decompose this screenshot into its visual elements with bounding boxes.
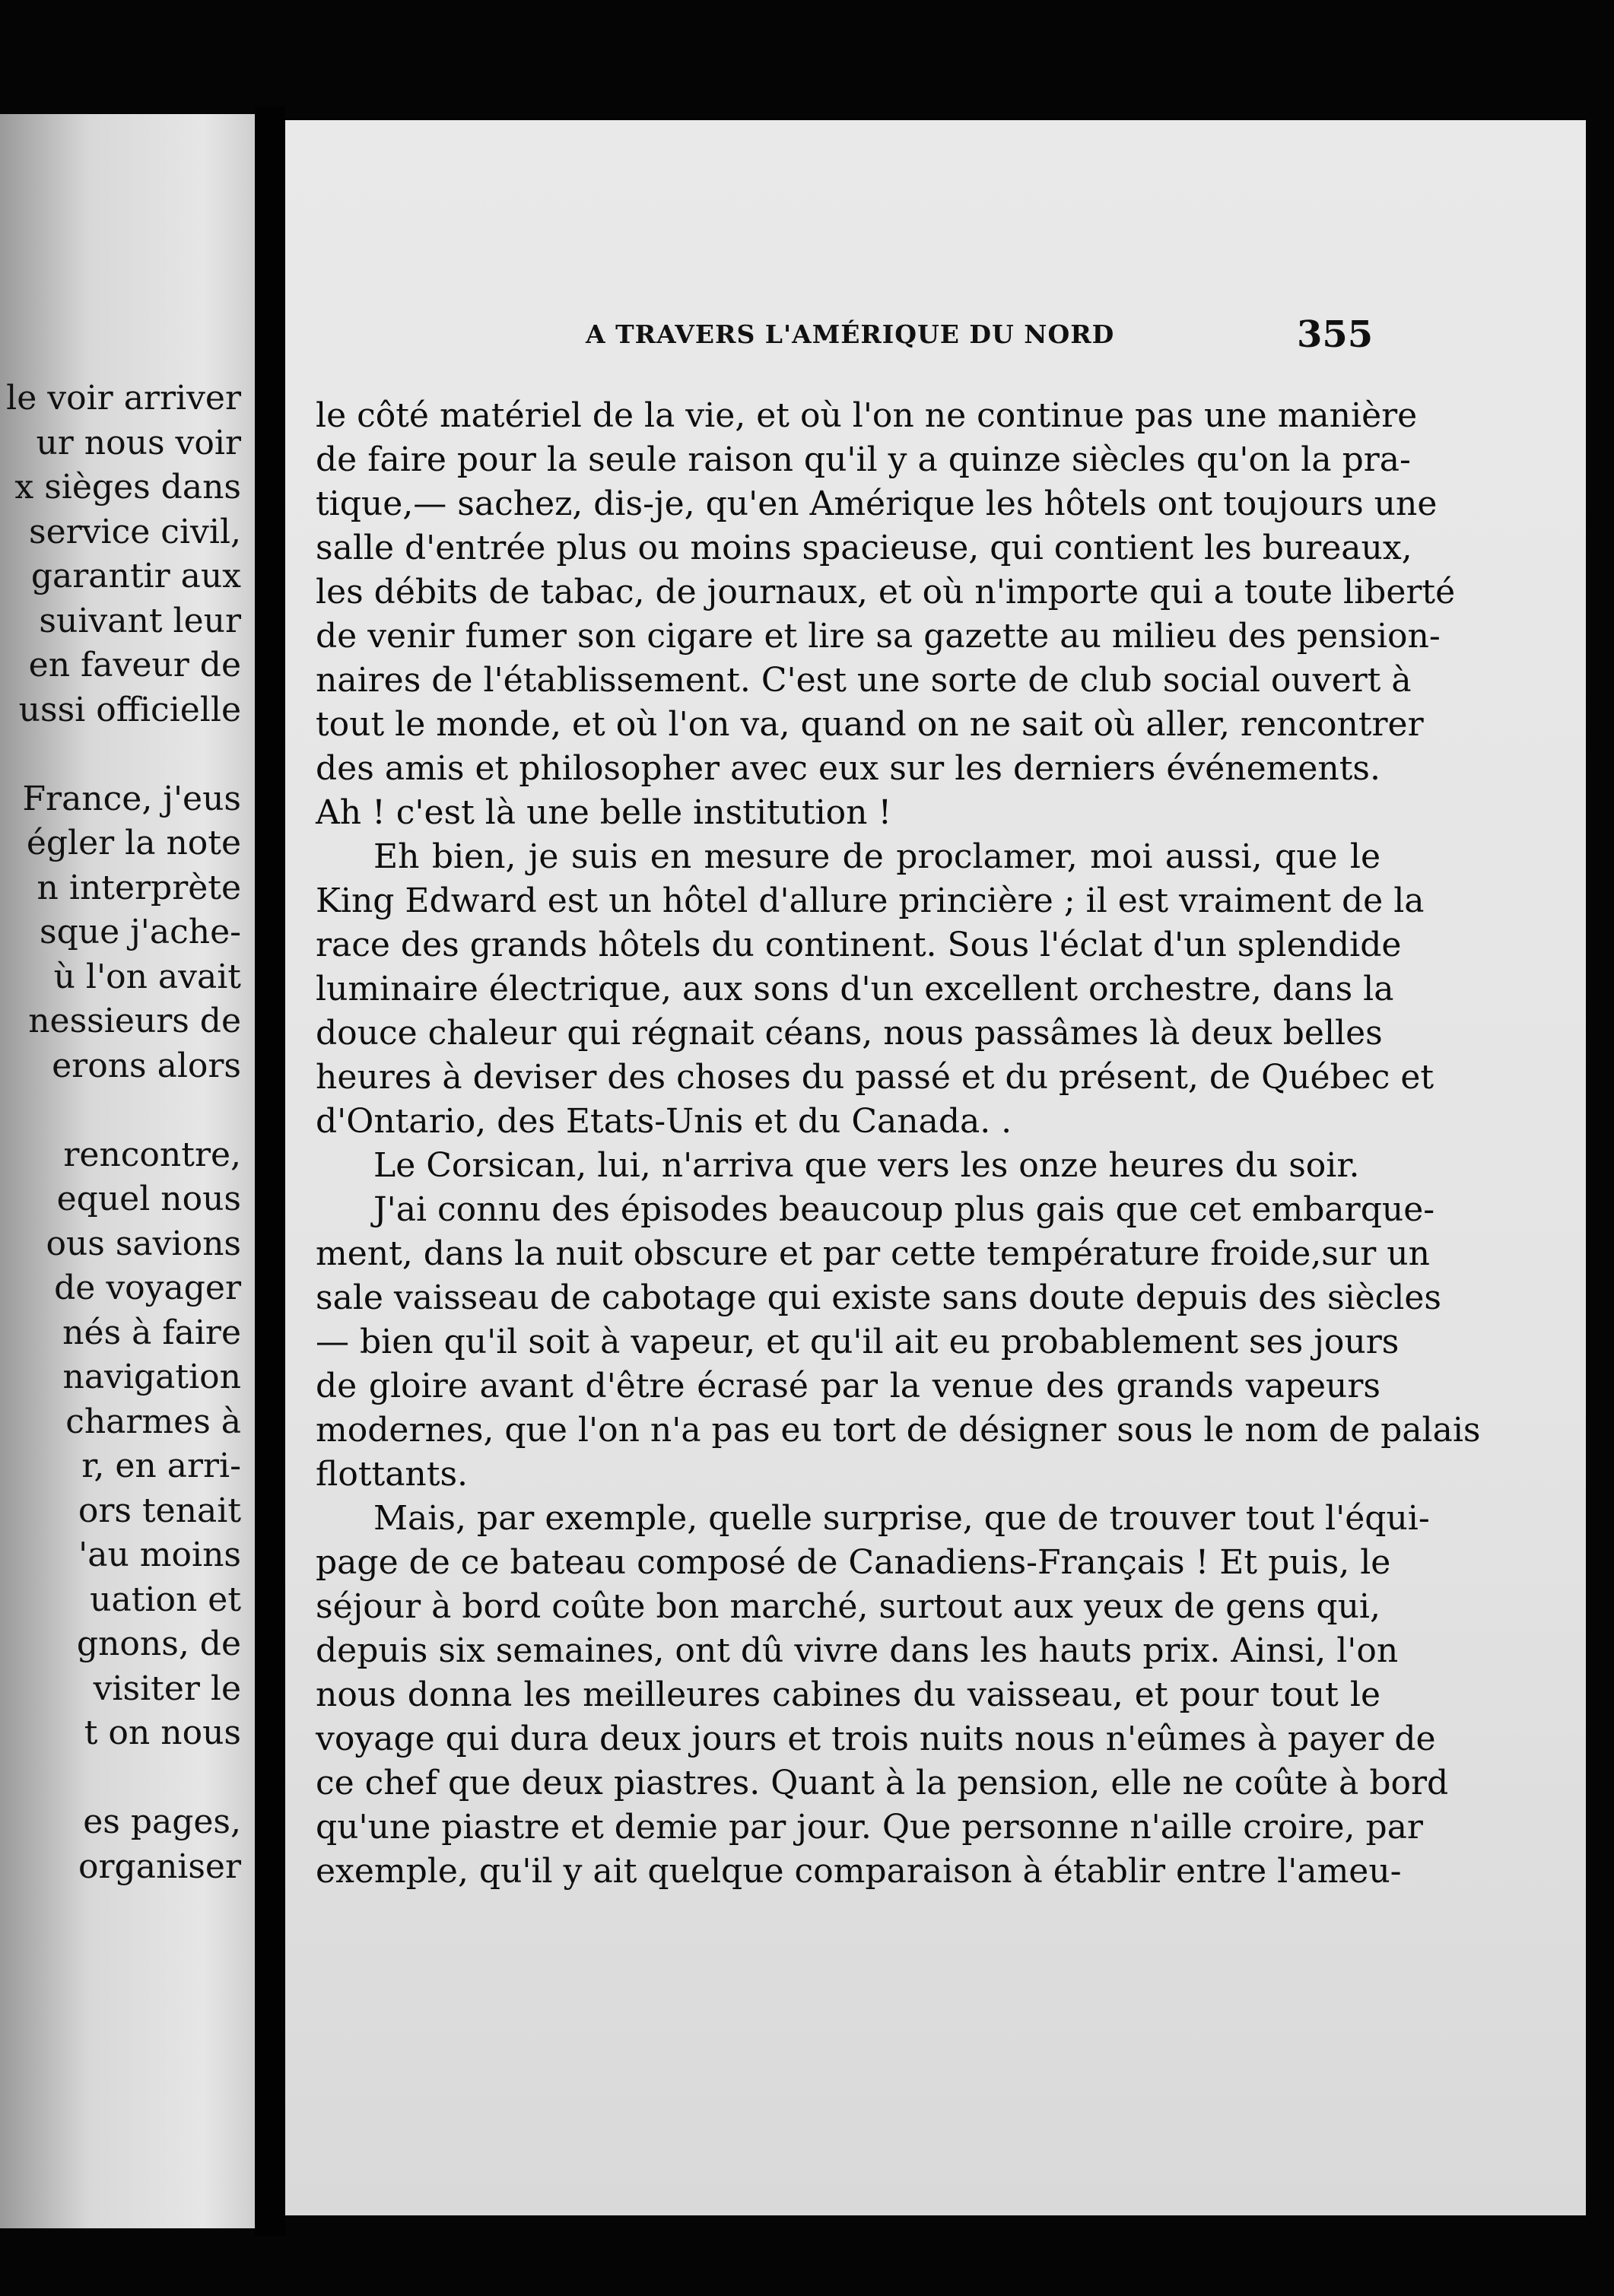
text-line: King Edward est un hôtel d'allure princière ; il est vraiment de la: [316, 881, 1425, 920]
body-text: [316, 394, 1481, 1894]
page-header: [285, 313, 1586, 365]
left-page-line: n interprète: [37, 868, 241, 907]
left-page-line: nessieurs de: [28, 1002, 241, 1040]
text-line: depuis six semaines, ont dû vivre dans les hauts prix. Ainsi, l'on: [316, 1631, 1399, 1670]
text-line: flottants.: [316, 1455, 469, 1494]
left-page-line: uation et: [90, 1580, 241, 1619]
left-page-line: France, j'eus: [22, 779, 241, 818]
text-line: luminaire électrique, aux sons d'un excellent orchestre, dans la: [316, 970, 1394, 1008]
text-line: qu'une piastre et demie par jour. Que personne n'aille croire, par: [316, 1808, 1423, 1847]
left-page-line: rencontre,: [63, 1135, 241, 1174]
text-line: page de ce bateau composé de Canadiens-Français ! Et puis, le: [316, 1543, 1391, 1582]
text-line: tout le monde, et où l'on va, quand on ne sait où aller, rencontrer: [316, 705, 1424, 744]
left-page-line: x sièges dans: [14, 468, 241, 507]
left-page-line: sque j'ache-: [40, 913, 241, 951]
text-line: modernes, que l'on n'a pas eu tort de désigner sous le nom de palais: [316, 1411, 1481, 1450]
page-number: 355: [1297, 313, 1374, 356]
left-page-line: de voyager: [54, 1269, 241, 1307]
left-page-line: ors tenait: [78, 1491, 241, 1530]
running-title: A TRAVERS L'AMÉRIQUE DU NORD: [586, 319, 1115, 349]
left-page-line: erons alors: [52, 1046, 241, 1085]
text-line: sale vaisseau de cabotage qui existe sans doute depuis des siècles: [316, 1278, 1441, 1317]
left-page-line: 'au moins: [78, 1535, 241, 1574]
text-line: de venir fumer son cigare et lire sa gazette au milieu des pension-: [316, 617, 1441, 656]
text-line: ce chef que deux piastres. Quant à la pension, elle ne coûte à bord: [316, 1764, 1449, 1802]
text-line: — bien qu'il soit à vapeur, et qu'il ait eu probablement ses jours: [316, 1323, 1400, 1361]
left-page-line: visiter le: [93, 1669, 241, 1708]
left-page-line: ù l'on avait: [53, 957, 241, 996]
left-page-line: égler la note: [26, 824, 241, 862]
left-page-line: service civil,: [29, 512, 241, 551]
left-page-line: ussi officielle: [18, 690, 241, 729]
book-gutter: [255, 106, 285, 2236]
left-page-line: es pages,: [83, 1802, 241, 1841]
text-line: Ah ! c'est là une belle institution !: [316, 793, 892, 832]
left-page-line: equel nous: [56, 1180, 241, 1218]
text-line: J'ai connu des épisodes beaucoup plus gais que cet embarque-: [373, 1190, 1435, 1229]
text-line: exemple, qu'il y ait quelque comparaison à établir entre l'ameu-: [316, 1852, 1402, 1891]
text-line: nous donna les meilleures cabines du vaisseau, et pour tout le: [316, 1675, 1380, 1714]
right-page: [285, 120, 1586, 2215]
text-line: tique,— sachez, dis-je, qu'en Amérique les hôtels ont toujours une: [316, 484, 1438, 523]
left-page-line: garantir aux: [30, 557, 241, 595]
text-line: Le Corsican, lui, n'arriva que vers les onze heures du soir.: [373, 1146, 1360, 1185]
left-page-line: suivant leur: [39, 601, 241, 640]
left-page-line: navigation: [62, 1358, 241, 1396]
text-line: douce chaleur qui régnait céans, nous passâmes là deux belles: [316, 1014, 1383, 1053]
left-page-line: le voir arriver: [6, 379, 241, 418]
text-line: voyage qui dura deux jours et trois nuits nous n'eûmes à payer de: [316, 1720, 1436, 1758]
left-page-line: gnons, de: [76, 1624, 241, 1663]
left-page-line: nés à faire: [62, 1313, 241, 1352]
left-page-line: organiser: [78, 1847, 241, 1886]
left-page-line: charmes à: [65, 1402, 241, 1441]
text-line: le côté matériel de la vie, et où l'on ne continue pas une manière: [316, 396, 1418, 435]
left-facing-page: [0, 114, 255, 2228]
text-line: de gloire avant d'être écrasé par la venue des grands vapeurs: [316, 1367, 1380, 1405]
text-line: d'Ontario, des Etats-Unis et du Canada. .: [316, 1102, 1012, 1141]
text-line: Mais, par exemple, quelle surprise, que de trouver tout l'équi-: [373, 1499, 1430, 1538]
left-page-line: r, en arri-: [81, 1447, 241, 1485]
text-line: les débits de tabac, de journaux, et où n'importe qui a toute liberté: [316, 573, 1456, 611]
left-page-line: ur nous voir: [36, 423, 241, 462]
text-line: naires de l'établissement. C'est une sorte de club social ouvert à: [316, 661, 1412, 700]
text-line: séjour à bord coûte bon marché, surtout aux yeux de gens qui,: [316, 1587, 1380, 1626]
text-line: de faire pour la seule raison qu'il y a quinze siècles qu'on la pra-: [316, 440, 1411, 479]
left-page-line: ous savions: [46, 1224, 241, 1263]
text-line: heures à deviser des choses du passé et du présent, de Québec et: [316, 1058, 1434, 1097]
left-page-line: t on nous: [84, 1713, 241, 1752]
left-page-line: en faveur de: [28, 646, 241, 684]
text-line: salle d'entrée plus ou moins spacieuse, qui contient les bureaux,: [316, 529, 1412, 567]
text-line: Eh bien, je suis en mesure de proclamer, moi aussi, que le: [373, 837, 1380, 876]
text-line: des amis et philosopher avec eux sur les derniers événements.: [316, 749, 1380, 788]
text-line: ment, dans la nuit obscure et par cette température froide,sur un: [316, 1234, 1430, 1273]
text-line: race des grands hôtels du continent. Sous l'éclat d'un splendide: [316, 926, 1402, 964]
